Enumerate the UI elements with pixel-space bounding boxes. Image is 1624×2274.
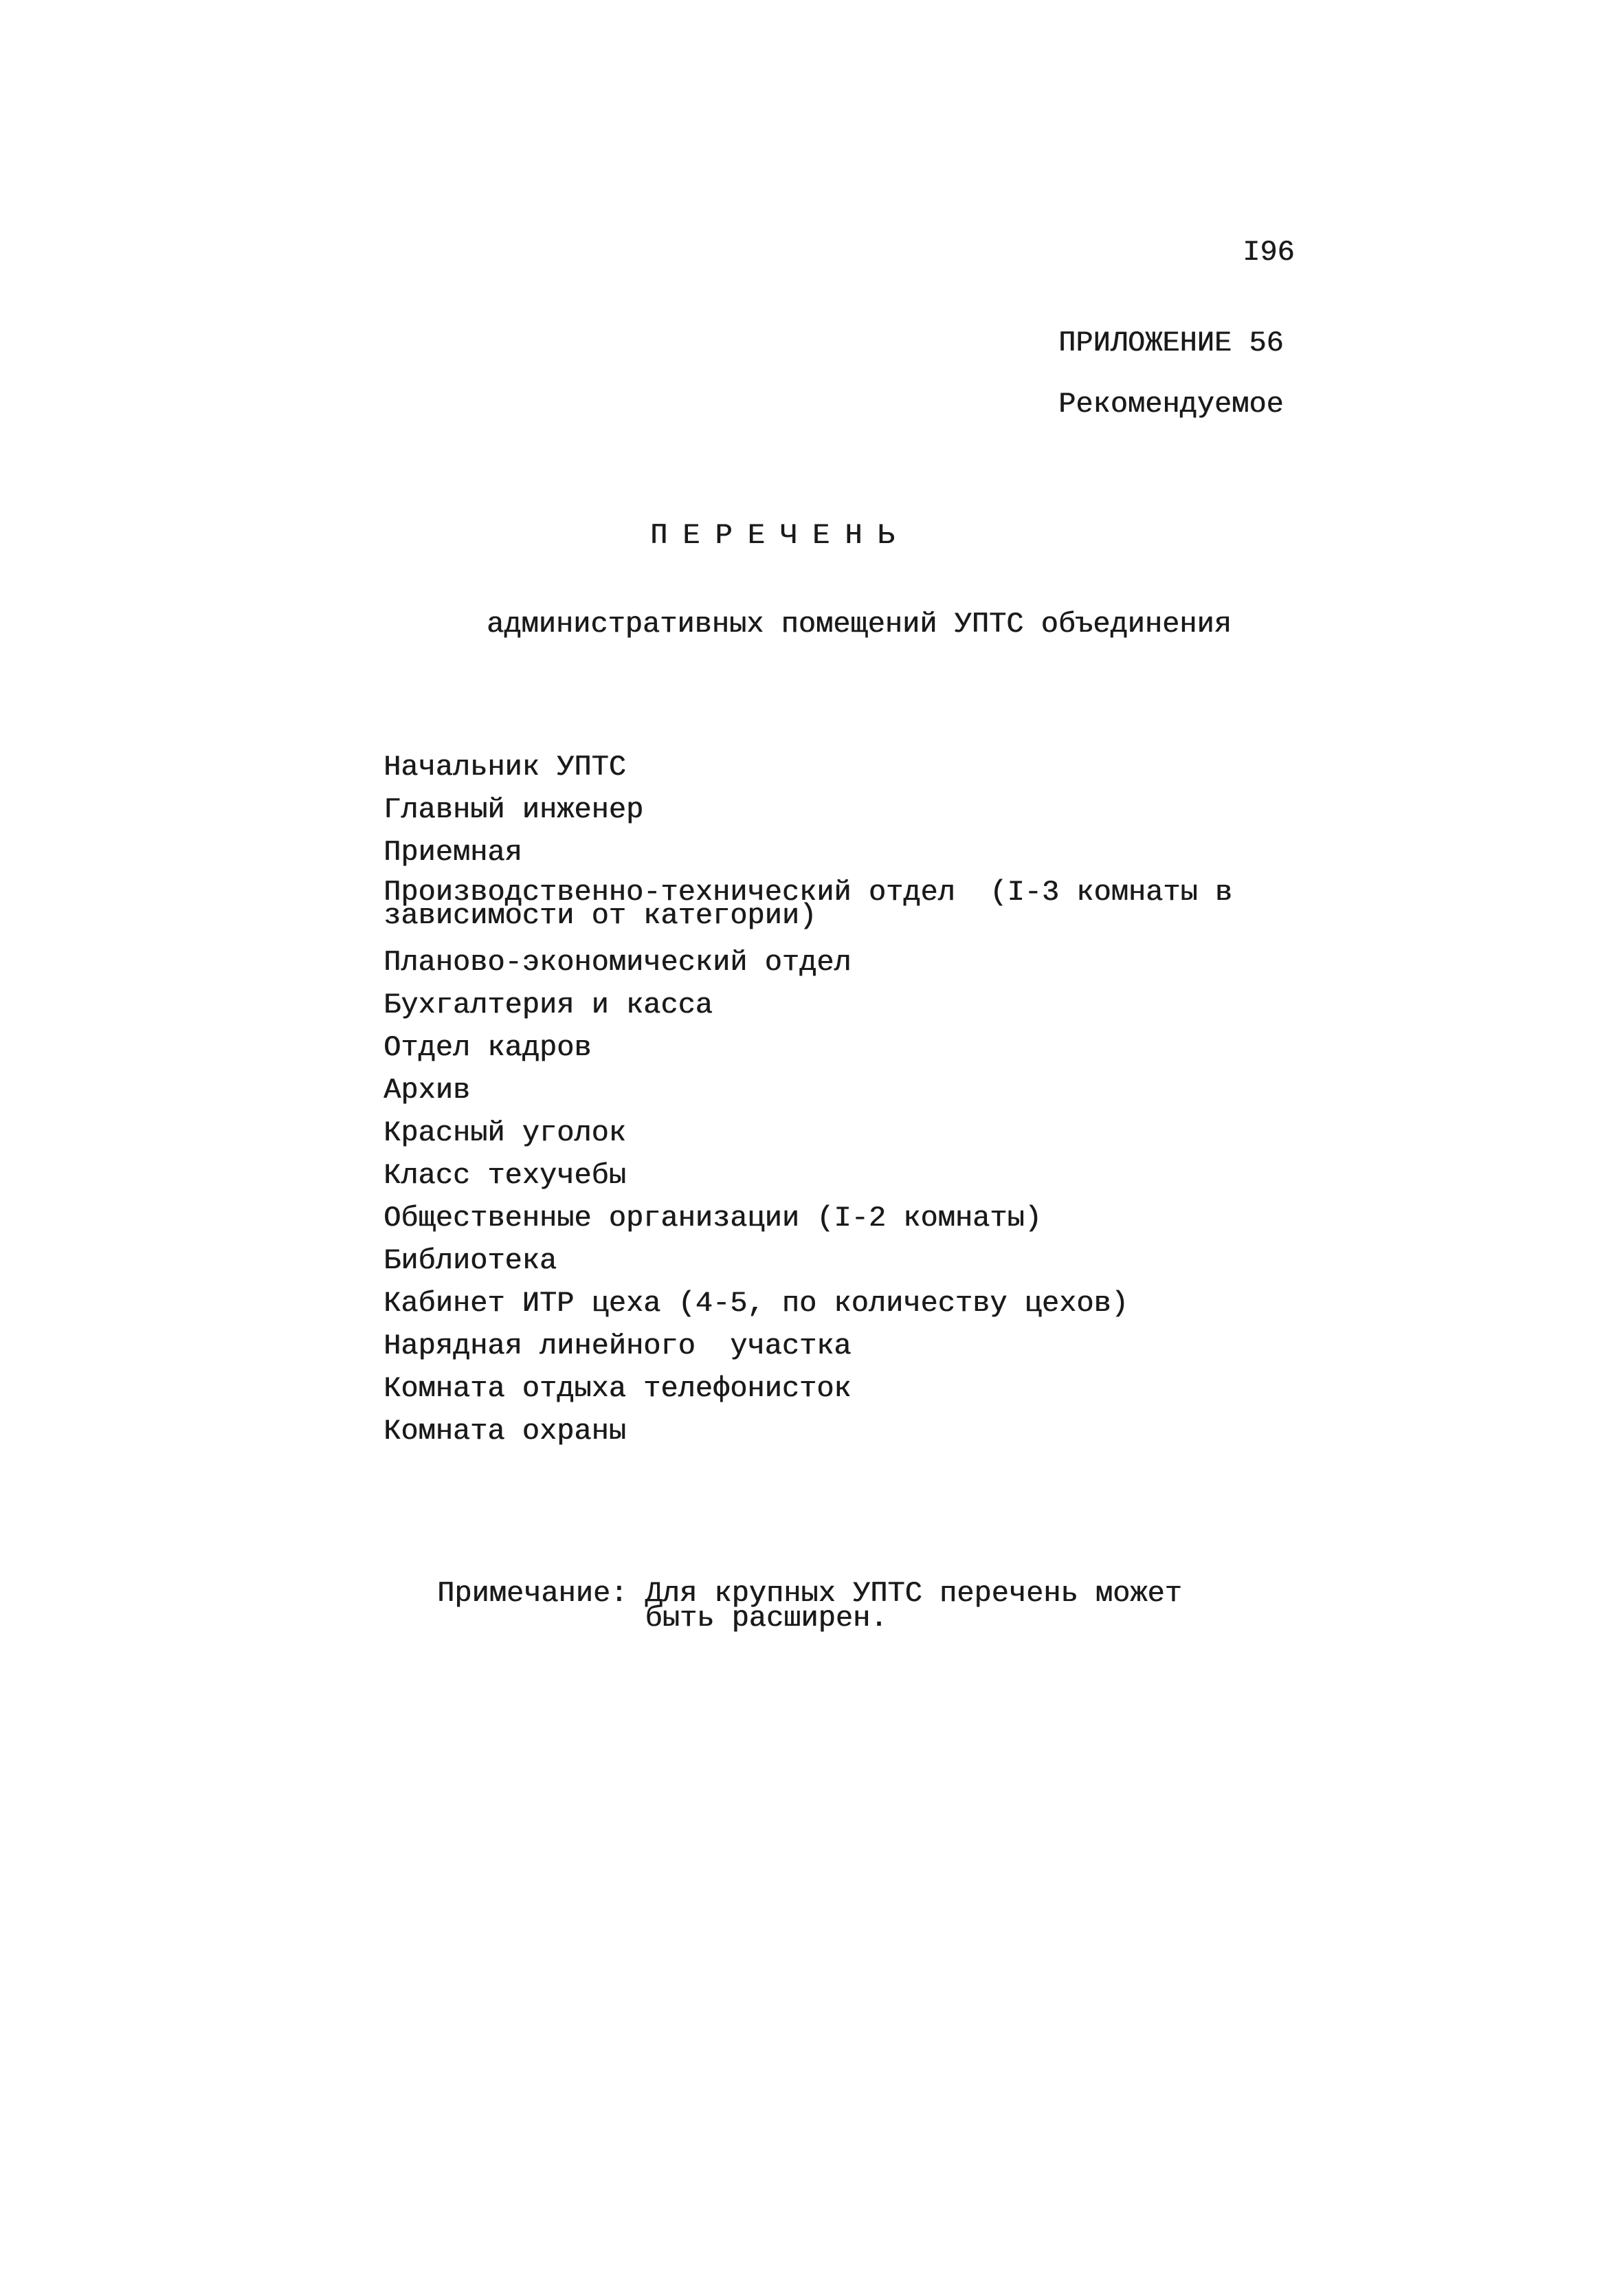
footnote: Примечание: Для крупных УПТС перечень может быть расширен. xyxy=(437,1577,1182,1635)
list-item: Планово-экономический отдел xyxy=(383,946,852,979)
list-item: Комната охраны xyxy=(383,1415,626,1448)
premises-list xyxy=(383,753,1232,1459)
document-title: ПЕРЕЧЕНЬ xyxy=(650,519,910,552)
list-item: Архив xyxy=(383,1074,471,1107)
recommendation-label: Рекомендуемое xyxy=(1058,388,1284,421)
list-item: Кабинет ИТР цеха (4-5, по количеству цехов) xyxy=(383,1287,1128,1320)
list-item: Красный уголок xyxy=(383,1116,626,1149)
list-item: Общественные организации (I-2 комнаты) xyxy=(383,1202,1042,1235)
list-item: Библиотека xyxy=(383,1244,557,1277)
list-item: Отдел кадров xyxy=(383,1031,592,1064)
appendix-label: ПРИЛОЖЕНИЕ 56 xyxy=(1058,327,1284,360)
list-item: Бухгалтерия и касса xyxy=(383,989,713,1022)
list-item: Начальник УПТС xyxy=(383,751,626,784)
list-item: Класс техучебы xyxy=(383,1159,626,1192)
page-number: I96 xyxy=(1243,236,1295,269)
list-item: Приемная xyxy=(383,836,522,869)
list-item: Комната отдыха телефонисток xyxy=(383,1372,852,1405)
list-item: Главный инженер xyxy=(383,793,644,826)
document-subtitle: административных помещений УПТС объединения xyxy=(487,608,1232,641)
list-item: Производственно-технический отдел (I-3 комнаты в зависимости от категории) xyxy=(383,876,1233,932)
list-item: Нарядная линейного участка xyxy=(383,1329,852,1362)
